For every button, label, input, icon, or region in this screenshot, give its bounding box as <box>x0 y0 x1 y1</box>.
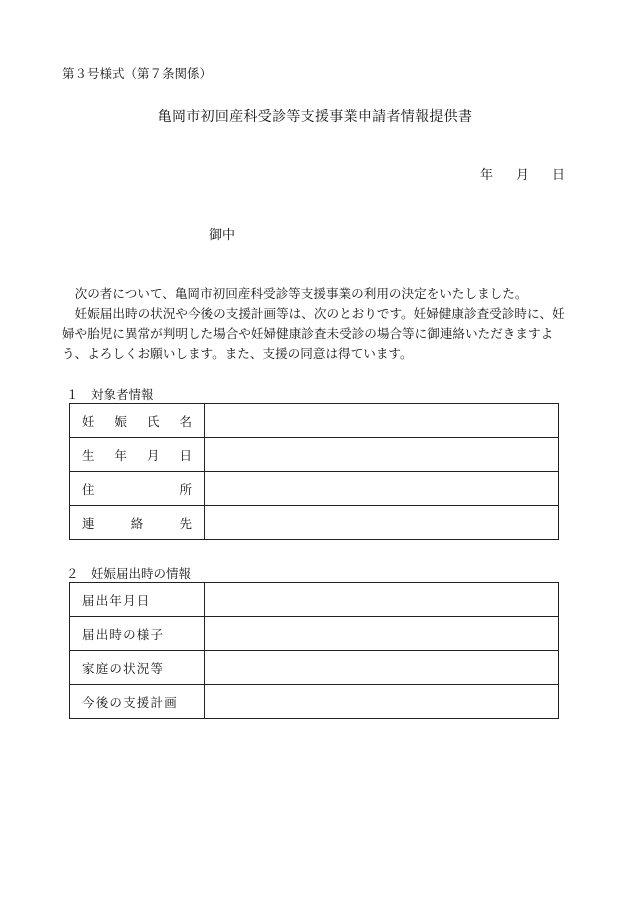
label-char: 氏 <box>146 413 160 429</box>
table-row <box>70 583 559 617</box>
date-month-label: 月 <box>516 168 530 183</box>
table-row <box>70 685 559 719</box>
value-cell-contact[interactable] <box>205 506 559 540</box>
table-row <box>70 438 559 472</box>
table-row <box>70 472 559 506</box>
label-char: 年 <box>114 447 127 463</box>
date-day-label: 日 <box>552 168 566 183</box>
label-char: 日 <box>179 447 192 463</box>
label-char: 連 <box>82 515 95 531</box>
row-label-support-plan: 今後の支援計画 <box>70 685 205 719</box>
table-row <box>70 506 559 540</box>
label-char: 住 <box>82 481 95 497</box>
row-label-contact <box>70 506 205 540</box>
row-label-condition-at-notification: 届出時の様子 <box>70 617 205 651</box>
label-char: 名 <box>179 413 192 429</box>
form-number: 第３号様式（第７条関係） <box>62 66 213 81</box>
body-paragraph-2: 妊娠届出時の状況や今後の支援計画等は、次のとおりです。妊婦健康診査受診時に、妊婦や胎児に異常が判明した場合や妊婦健康診査未受診の場合等に御連絡いただきますよう、よろしくお願いします。また、支援の同意は得ています。 <box>62 306 565 361</box>
section1-heading: １ 対象者情報 <box>66 387 154 402</box>
subject-info-table <box>69 403 559 540</box>
label-char: 先 <box>179 515 192 531</box>
value-cell-notification-date[interactable] <box>205 583 559 617</box>
notification-info-table <box>69 582 559 719</box>
value-cell-condition-at-notification[interactable] <box>205 617 559 651</box>
document-title: 亀岡市初回産科受診等支援事業申請者情報提供書 <box>157 109 473 125</box>
label-char: 所 <box>179 481 192 497</box>
value-cell-support-plan[interactable] <box>205 685 559 719</box>
date-year-label: 年 <box>480 168 494 183</box>
row-label-notification-date: 届出年月日 <box>70 583 205 617</box>
label-char: 生 <box>82 447 95 463</box>
label-char: 妊 <box>82 413 95 429</box>
label-char: 月 <box>146 447 160 463</box>
value-cell-address[interactable] <box>205 472 559 506</box>
row-label-address <box>70 472 205 506</box>
table-row <box>70 651 559 685</box>
value-cell-birthdate[interactable] <box>205 438 559 472</box>
value-cell-family-situation[interactable] <box>205 651 559 685</box>
value-cell-pregnant-name[interactable] <box>205 404 559 438</box>
section2-heading: ２ 妊娠届出時の情報 <box>66 566 192 581</box>
row-label-pregnant-name <box>70 404 205 438</box>
label-char: 娠 <box>114 413 127 429</box>
row-label-family-situation: 家庭の状況等 <box>70 651 205 685</box>
table-row <box>70 617 559 651</box>
table-row <box>70 404 559 438</box>
body-text <box>62 284 572 364</box>
addressee: 御中 <box>209 228 236 243</box>
row-label-birthdate <box>70 438 205 472</box>
body-paragraph-1: 次の者について、亀岡市初回産科受診等支援事業の利用の決定をいたしました。 <box>74 286 528 301</box>
label-char: 絡 <box>130 515 144 531</box>
